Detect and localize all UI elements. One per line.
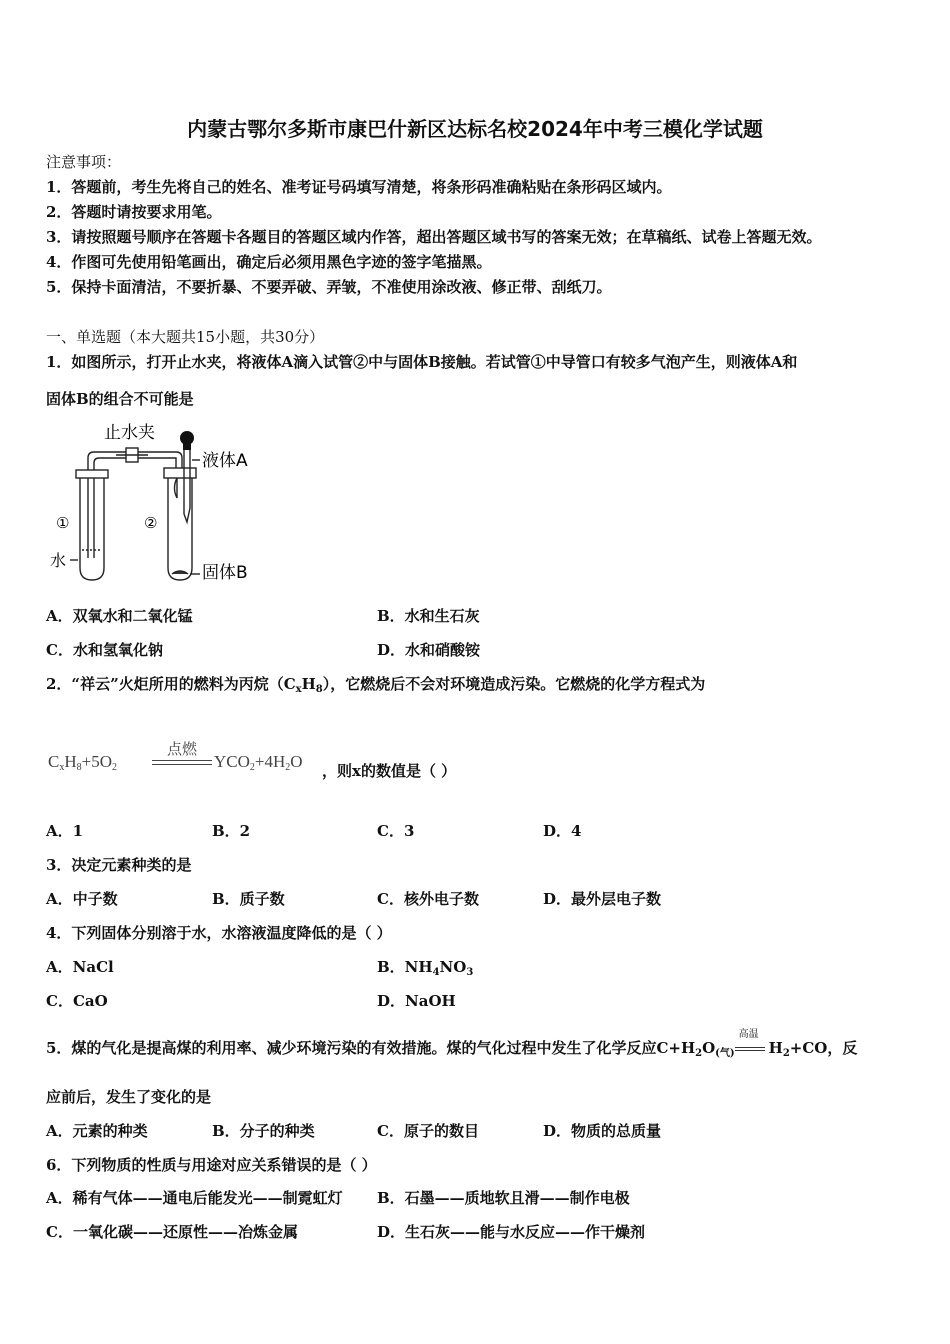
- q2-option-a: A．1: [46, 822, 84, 840]
- page-title: 内蒙古鄂尔多斯市康巴什新区达标名校2024年中考三模化学试题: [187, 117, 763, 141]
- notice-item: 3．请按照题号顺序在答题卡各题目的答题区域内作答，超出答题区域书写的答案无效；在草稿纸、试卷上答题无效。: [46, 228, 822, 246]
- q2-option-c: C．3: [377, 822, 415, 840]
- q3-option-a: A．中子数: [46, 890, 118, 908]
- q6-stem: 6．下列物质的性质与用途对应关系错误的是（ ）: [46, 1156, 377, 1174]
- notice-item: 2．答题时请按要求用笔。: [46, 203, 222, 221]
- q4-option-c: C．CaO: [46, 992, 108, 1010]
- q1-option-d: D．水和硝酸铵: [377, 641, 481, 659]
- notice-item: 1．答题前，考生先将自己的姓名、准考证号码填写清楚，将条形码准确粘贴在条形码区域内。: [46, 178, 672, 196]
- q4-option-a: A．NaCl: [46, 958, 114, 976]
- tube1-label: ①: [56, 514, 70, 532]
- q2-equation-tail: ，则x的数值是（ ）: [322, 762, 457, 780]
- q1-option-b: B．水和生石灰: [377, 607, 480, 625]
- reaction-condition: 高温: [735, 1039, 769, 1059]
- tube1-outline: [80, 478, 104, 580]
- q4-stem: 4．下列固体分别溶于水，水溶液温度降低的是（ ）: [46, 924, 392, 942]
- solid-b-label: 固体B: [202, 563, 248, 583]
- q1-stem-line1: 1．如图所示，打开止水夹，将液体A滴入试管②中与固体B接触。若试管①中导管口有较多气泡产生，则液体A和: [46, 353, 798, 371]
- notice-item: 4．作图可先使用铅笔画出，确定后必须用黑色字迹的签字笔描黑。: [46, 253, 492, 271]
- notice-item: 5．保持卡面清洁，不要折暴、不要弄破、弄皱，不准使用涂改液、修正带、刮纸刀。: [46, 278, 612, 296]
- tube2-label: ②: [144, 514, 158, 532]
- q2-equation: $C_xH_8+5O_2$ 点燃 $YCO_2+4H_2O$: [48, 738, 318, 788]
- q2-option-b: B．2: [212, 822, 251, 840]
- q6-option-c: C．一氧化碳——还原性——冶炼金属: [46, 1223, 298, 1241]
- q1-option-c: C．水和氢氧化钠: [46, 641, 163, 659]
- q4-option-d: D．NaOH: [377, 992, 456, 1010]
- q2-stem: 2．“祥云”火炬所用的燃料为丙烷$(C_xH_8)$，它燃烧后不会对环境造成污染。它燃烧的化学方程式为: [46, 675, 706, 695]
- q2-option-d: D．4: [543, 822, 582, 840]
- q3-option-d: D．最外层电子数: [543, 890, 662, 908]
- solid-b: [172, 571, 188, 574]
- q5-option-a: A．元素的种类: [46, 1122, 148, 1140]
- q1-option-a: A．双氧水和二氧化锰: [46, 607, 193, 625]
- condition-label: 点燃: [166, 742, 197, 758]
- q3-stem: 3．决定元素种类的是: [46, 856, 192, 874]
- q3-option-c: C．核外电子数: [377, 890, 479, 908]
- tube1-stopper: [76, 470, 108, 478]
- tube2-stopper: [164, 468, 196, 478]
- q6-option-b: B．石墨——质地软且滑——制作电极: [377, 1189, 630, 1207]
- q5-stem-line2: 应前后，发生了变化的是: [46, 1088, 212, 1106]
- section-heading: 一、单选题（本大题共15小题，共30分）: [46, 328, 325, 346]
- q5-option-b: B．分子的种类: [212, 1122, 315, 1140]
- q4-option-b: B．$NH_4NO_3$: [377, 958, 474, 978]
- notice-heading: 注意事项：: [46, 153, 122, 171]
- water-label: 水: [50, 551, 67, 570]
- clamp-label: 止水夹: [104, 423, 155, 443]
- q6-option-a: A．稀有气体——通电后能发光——制霓虹灯: [46, 1189, 343, 1207]
- q5-option-d: D．物质的总质量: [543, 1122, 662, 1140]
- equation-bar: [152, 760, 212, 765]
- q1-apparatus-figure: [44, 418, 274, 590]
- liquid-a-label: 液体A: [202, 451, 248, 471]
- q6-option-d: D．生石灰——能与水反应——作干燥剂: [377, 1223, 646, 1241]
- tube2-outline: [168, 478, 192, 580]
- q3-option-b: B．质子数: [212, 890, 285, 908]
- q1-stem-line2: 固体B的组合不可能是: [46, 390, 194, 408]
- q5-option-c: C．原子的数目: [377, 1122, 479, 1140]
- q5-stem-line1: 5．煤的气化是提高煤的利用率、减少环境污染的有效措施。煤的气化过程中发生了化学反应$C+H_2O_{(气)}$ 高温 $H_2+CO$，反: [46, 1029, 858, 1059]
